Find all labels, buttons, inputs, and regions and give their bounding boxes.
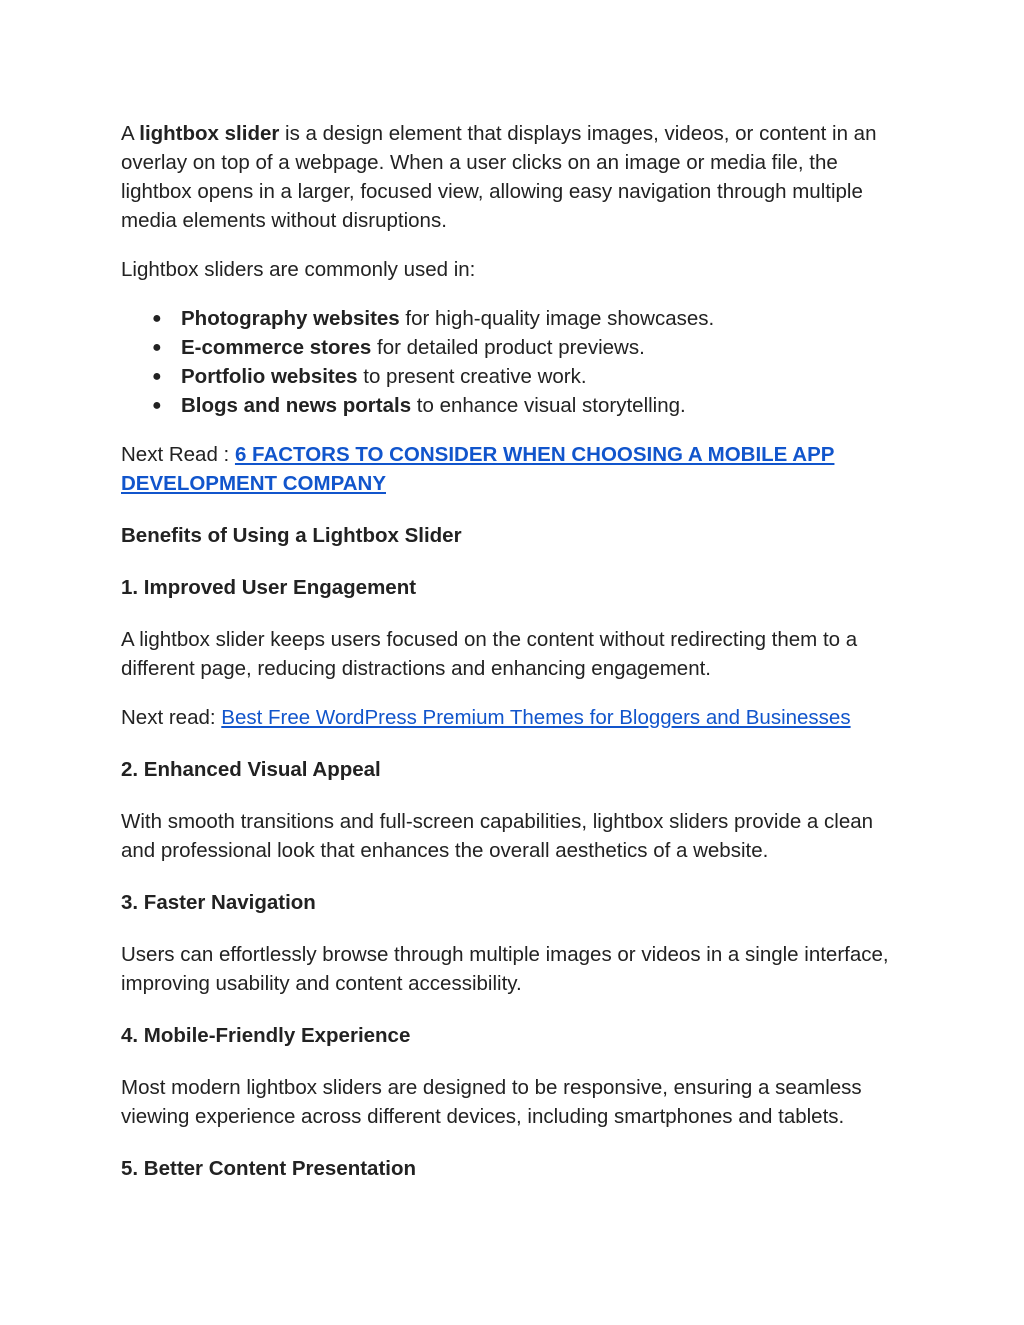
- section-heading-4: 4. Mobile-Friendly Experience: [121, 1024, 411, 1047]
- bullet-icon: ●: [152, 310, 162, 327]
- bullet-icon: ●: [152, 397, 162, 414]
- benefits-title: Benefits of Using a Lightbox Slider: [121, 524, 462, 547]
- bullet-icon: ●: [152, 339, 162, 356]
- bullet-icon: ●: [152, 368, 162, 385]
- next-read-link-wordpress-themes[interactable]: Best Free WordPress Premium Themes for Bloggers and Businesses: [221, 706, 851, 729]
- next-read-1: Next Read : 6 FACTORS TO CONSIDER WHEN CHOOSING A MOBILE APP DEVELOPMENT COMPANY: [121, 443, 835, 495]
- uses-intro: Lightbox sliders are commonly used in:: [121, 258, 476, 281]
- intro-term: lightbox slider: [139, 122, 280, 145]
- section-heading-3: 3. Faster Navigation: [121, 891, 316, 914]
- section-heading-5: 5. Better Content Presentation: [121, 1157, 417, 1180]
- list-item: ● E-commerce stores for detailed product previews.: [121, 333, 911, 362]
- document-body: [121, 119, 911, 1206]
- intro-paragraph: A lightbox slider is a design element that displays images, videos, or content in an overlay on top of a webpage. When a user clicks on an image or media file, the lightbox opens in a larger, focused view, allowing easy navigation through multiple media elements without disruptions.: [121, 122, 877, 232]
- section-body-3: Users can effortlessly browse through multiple images or videos in a single interface, improving usability and content accessibility.: [121, 943, 889, 995]
- list-item: ● Portfolio websites to present creative work.: [121, 362, 911, 391]
- section-body-4: Most modern lightbox sliders are designed to be responsive, ensuring a seamless viewing experience across different devices, including smartphones and tablets.: [121, 1076, 862, 1128]
- section-body-1: A lightbox slider keeps users focused on the content without redirecting them to a different page, reducing distractions and enhancing engagement.: [121, 628, 858, 680]
- list-item: ● Blogs and news portals to enhance visual storytelling.: [121, 391, 911, 420]
- next-read-link-mobile-app[interactable]: 6 FACTORS TO CONSIDER WHEN CHOOSING A MOBILE APP DEVELOPMENT COMPANY: [121, 443, 835, 495]
- next-read-2: Next read: Best Free WordPress Premium Themes for Bloggers and Businesses: [121, 706, 851, 729]
- section-body-2: With smooth transitions and full-screen capabilities, lightbox sliders provide a clean and professional look that enhances the overall aesthetics of a website.: [121, 810, 874, 862]
- section-heading-2: 2. Enhanced Visual Appeal: [121, 758, 381, 781]
- section-heading-1: 1. Improved User Engagement: [121, 576, 417, 599]
- uses-list: [121, 304, 911, 420]
- list-item: ● Photography websites for high-quality image showcases.: [121, 304, 911, 333]
